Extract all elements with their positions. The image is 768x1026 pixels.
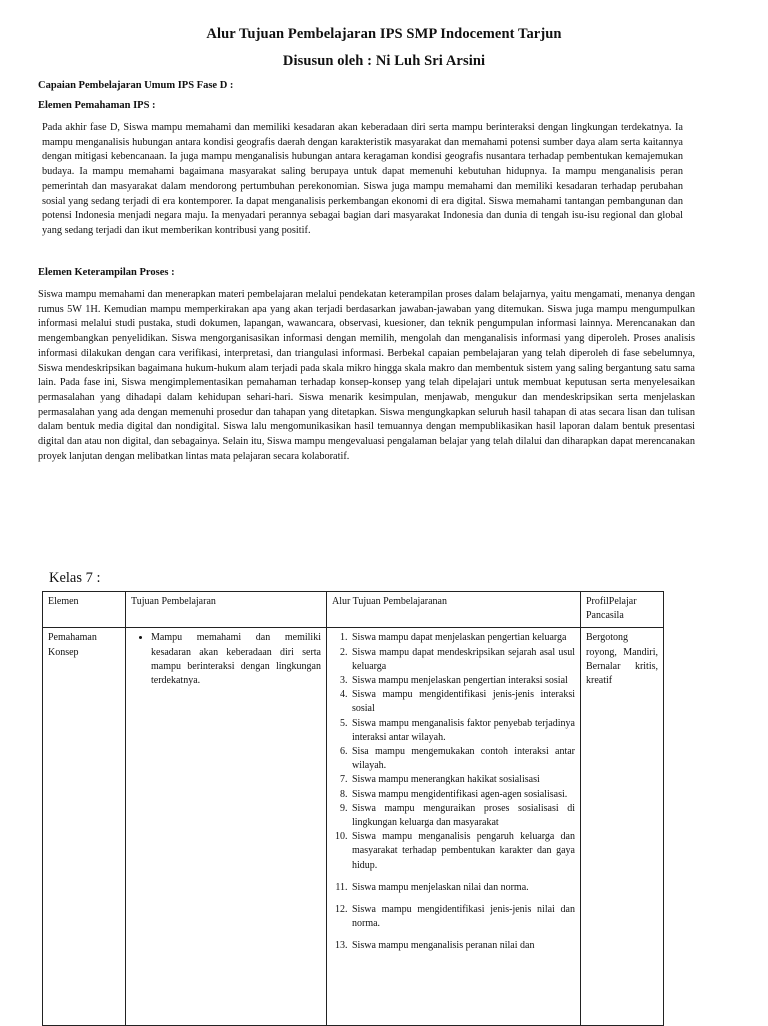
alur-item-9: 9. Siswa mampu menguraikan proses sosialisasi di lingkungan keluarga dan masyarakat (350, 802, 575, 830)
alur-item-5: 5. Siswa mampu menganalisis faktor penyebab terjadinya interaksi antar wilayah. (350, 717, 575, 745)
kelas-heading: Kelas 7 : (49, 570, 101, 586)
alur-item-4: 4. Siswa mampu mengidentifikasi jenis-jenis interaksi sosial (350, 688, 575, 716)
alur-item-12: 12. Siswa mampu mengidentifikasi jenis-jenis nilai dan norma. (350, 903, 575, 931)
alur-item-7: 7. Siswa mampu menerangkan hakikat sosialisasi (350, 773, 575, 787)
table-header-row (43, 592, 664, 628)
alur-item-6: 6. Sisa mampu mengemukakan contoh interaksi antar wilayah. (350, 745, 575, 773)
alur-item-13: 13. Siswa mampu menganalisis peranan nilai dan (350, 939, 575, 953)
elemen-cell: Pemahaman Konsep (43, 628, 126, 1026)
keterampilan-paragraph: Siswa mampu memahami dan menerapkan materi pembelajaran melalui pendekatan keterampilan proses dalam belajarnya, yaitu mengamati, menanya dengan rumus 5W 1H. Kemudian mampu memperkirakan apa yang akan terjadi berdasarkan jawaban-jawaban yang ditemukan. Siswa juga mampu mengumpulkan informasi melalui studi pustaka, studi dokumen, lapangan, wawancara, observasi, kuesioner, dan teknik pengumpulan informasi lainnya. Merencanakan dan mengembangkan penyelidikan. Siswa mengorganisasikan informasi dengan memilih, mengolah dan menganalisis informasi yang diperoleh. Proses analisis informasi dilakukan dengan cara verifikasi, interpretasi, dan triangulasi informasi. Berbekal capaian pembelajaran yang telah diperoleh di fase sebelumnya, Siswa mendeskripsikan bagaimana hukum-hukum alam terjadi pada skala mikro hingga skala makro dan membentuk sistem yang saling bergantung satu sama lain. Pada fase ini, Siswa mengimplementasikan pemahaman terhadap konsep-konsep yang telah dipelajari untuk membuat keputusan serta menyelesaikan permasalahan yang dihadapi dalam kehidupan sehari-hari. Siswa menarik kesimpulan, menjawab, mengukur dan mendeskripsikan serta menjelaskan permasalahan yang ada dengan memenuhi prosedur dan tahapan yang ditetapkan. Siswa mengungkapkan seluruh hasil tahapan di atas secara lisan dan tulisan dalam bentuk media digital dan nondigital. Siswa lalu mengomunikasikan hasil temuannya dengan mempublikasikan hasil laporan dalam bentuk presentasi digital dan atau non digital, dan sebagainya. Selain itu, Siswa mampu mengevaluasi pengalaman belajar yang telah dilalui dan diharapkan dapat merencanakan proyek lanjutan dengan melibatkan lintas mata pelajaran secara kolaboratif. (38, 289, 695, 462)
tujuan-item: • Mampu memahami dan memiliki kesadaran akan keberadaan diri serta mampu berinteraksi dengan lingkungan terdekatnya. (151, 631, 321, 688)
pemahaman-paragraph: Pada akhir fase D, Siswa mampu memahami dan memiliki kesadaran akan keberadaan diri serta mampu berinteraksi dengan lingkungan terdekatnya. Ia mampu menganalisis hubungan antara kondisi geografis daerah dengan karakteristik masyarakat dan memahami potensi sumber daya alam serta kaitannya dengan mitigasi kebencanaan. Ia juga mampu menganalisis hubungan antara keragaman kondisi geografis nusantara terhadap pembentukan kemajemukan budaya. Ia mampu memahami bagaimana masyarakat saling berupaya untuk dapat memenuhi kebutuhan hidupnya. Ia mampu menganalisis peran pemerintah dan masyarakat dalam mendorong pertumbuhan perekonomian. Siswa juga mampu memahami dan memiliki kesadaran terhadap perubahan sosial yang sedang terjadi di era kontemporer. Ia dapat menganalisis perkembangan ekonomi di era digital. Siswa memahami tantangan pembangunan dan potensi Indonesia menjadi negara maju. Ia menyadari perannya sebagai bagian dari masyarakat Indonesia dan dunia di tengah isu-isu regional dan global yang sedang terjadi dan ikut memberikan kontribusi yang positif. (42, 122, 683, 236)
column-header-tujuan: Tujuan Pembelajaran (126, 592, 327, 628)
alur-list (332, 631, 575, 953)
alur-item-1: 1. Siswa mampu dapat menjelaskan pengertian keluarga (350, 631, 575, 645)
table-row (43, 628, 664, 1026)
alur-item-3: 3. Siswa mampu menjelaskan pengertian interaksi sosial (350, 674, 575, 688)
tujuan-list (131, 631, 321, 688)
profil-cell: Bergotong royong, Mandiri, Bernalar kritis, kreatif (581, 628, 664, 1026)
alur-item-8: 8. Siswa mampu mengidentifikasi agen-agen sosialisasi. (350, 788, 575, 802)
author-line: Disusun oleh : Ni Luh Sri Arsini (282, 53, 486, 69)
column-header-elemen: Elemen (43, 592, 126, 628)
document-title: Alur Tujuan Pembelajaran IPS SMP Indocement Tarjun (206, 26, 562, 42)
keterampilan-heading: Elemen Keterampilan Proses : (38, 267, 175, 278)
alur-item-11: 11. Siswa mampu menjelaskan nilai dan norma. (350, 881, 575, 895)
alur-item-2: 2. Siswa mampu dapat mendeskripsikan sejarah asal usul keluarga (350, 646, 575, 674)
pemahaman-heading: Elemen Pemahaman IPS : (38, 100, 156, 111)
alur-cell (327, 628, 581, 1026)
column-header-alur: Alur Tujuan Pembelajaranan (327, 592, 581, 628)
capaian-heading: Capaian Pembelajaran Umum IPS Fase D : (38, 80, 234, 91)
curriculum-table (42, 591, 664, 1026)
alur-item-10: 10. Siswa mampu menganalisis pengaruh keluarga dan masyarakat terhadap pembentukan karakter dan gaya hidup. (350, 830, 575, 873)
tujuan-cell (126, 628, 327, 1026)
column-header-profil: ProfilPelajar Pancasila (581, 592, 664, 628)
